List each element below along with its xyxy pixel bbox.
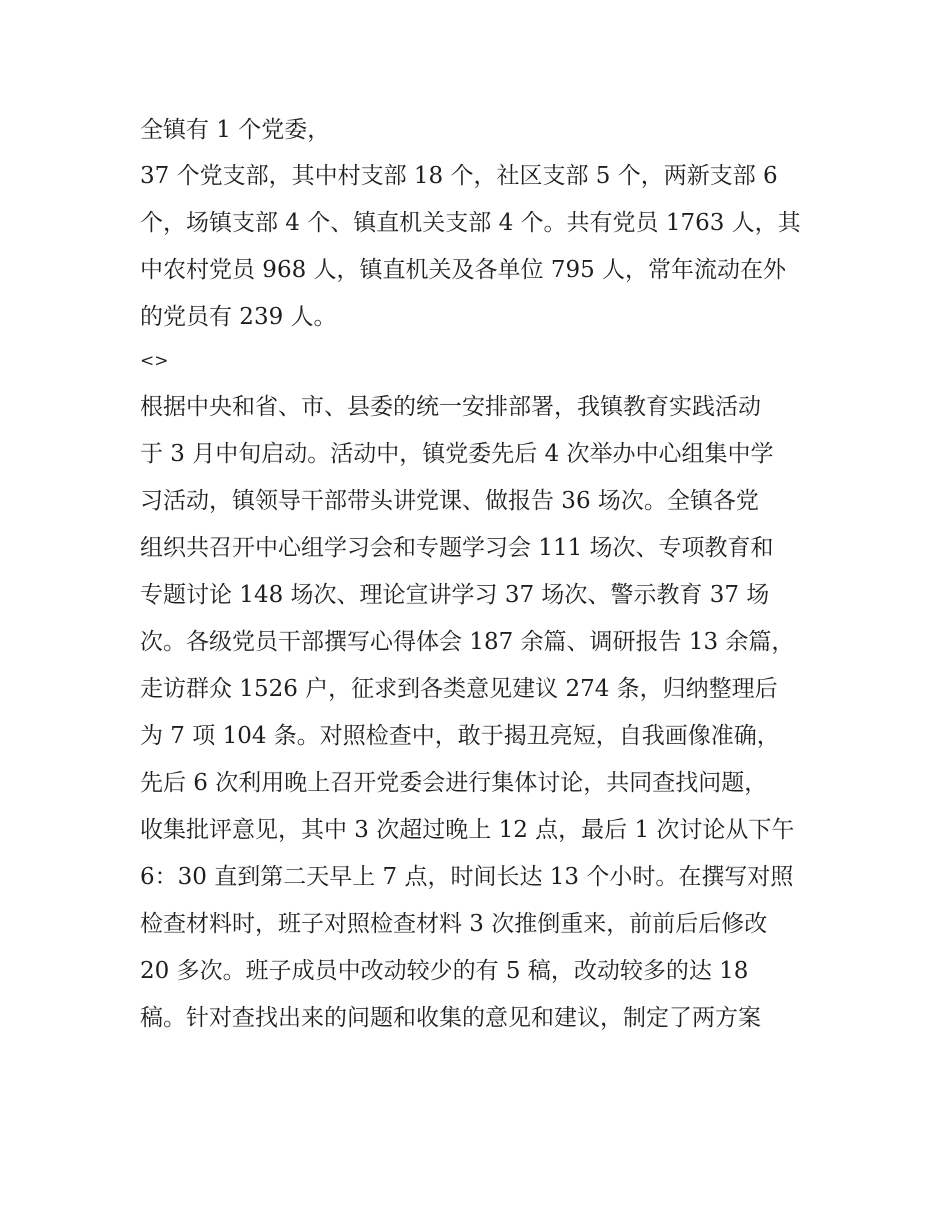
text-line: 于 3 月中旬启动。活动中，镇党委先后 4 次举办中心组集中学 xyxy=(140,441,774,467)
paragraph-education-practice-activity xyxy=(140,389,815,1036)
text-line: 37 个党支部，其中村支部 18 个，社区支部 5 个，两新支部 6 xyxy=(140,163,778,189)
text-line: 次。各级党员干部撰写心得体会 187 余篇、调研报告 13 余篇， xyxy=(140,629,795,655)
text-line: 检查材料时，班子对照检查材料 3 次推倒重来，前前后后修改 xyxy=(140,911,768,937)
text-line: 20 多次。班子成员中改动较少的有 5 稿，改动较多的达 18 xyxy=(140,958,749,984)
text-line: 个，场镇支部 4 个、镇直机关支部 4 个。共有党员 1763 人，其 xyxy=(140,210,801,236)
text-line: 全镇有 1 个党委， xyxy=(140,117,331,143)
text-line: 的党员有 239 人。 xyxy=(140,304,337,330)
text-line: 收集批评意见，其中 3 次超过晚上 12 点，最后 1 次讨论从下午 xyxy=(140,817,795,843)
paragraph-party-organization-summary xyxy=(140,112,815,335)
text-line: 6：30 直到第二天早上 7 点，时间长达 13 个小时。在撰写对照 xyxy=(140,864,794,890)
document-body xyxy=(140,112,815,1047)
text-line: 为 7 项 104 条。对照检查中，敢于揭丑亮短，自我画像准确， xyxy=(140,723,780,749)
text-line: 先后 6 次利用晚上召开党委会进行集体讨论，共同查找问题， xyxy=(140,770,768,796)
text-line: 习活动，镇领导干部带头讲党课、做报告 36 场次。全镇各党 xyxy=(140,488,759,514)
text-line: 中农村党员 968 人，镇直机关及各单位 795 人，常年流动在外 xyxy=(140,257,787,283)
text-line: 根据中央和省、市、县委的统一安排部署，我镇教育实践活动 xyxy=(140,394,761,420)
text-line: 专题讨论 148 场次、理论宣讲学习 37 场次、警示教育 37 场 xyxy=(140,582,770,608)
text-line: 稿。针对查找出来的问题和收集的意见和建议，制定了两方案 xyxy=(140,1005,761,1031)
text-line: 走访群众 1526 户，征求到各类意见建议 274 条，归纳整理后 xyxy=(140,676,778,702)
text-line: 组织共召开中心组学习会和专题学习会 111 场次、专项教育和 xyxy=(140,535,774,561)
section-separator: <> xyxy=(140,351,169,371)
